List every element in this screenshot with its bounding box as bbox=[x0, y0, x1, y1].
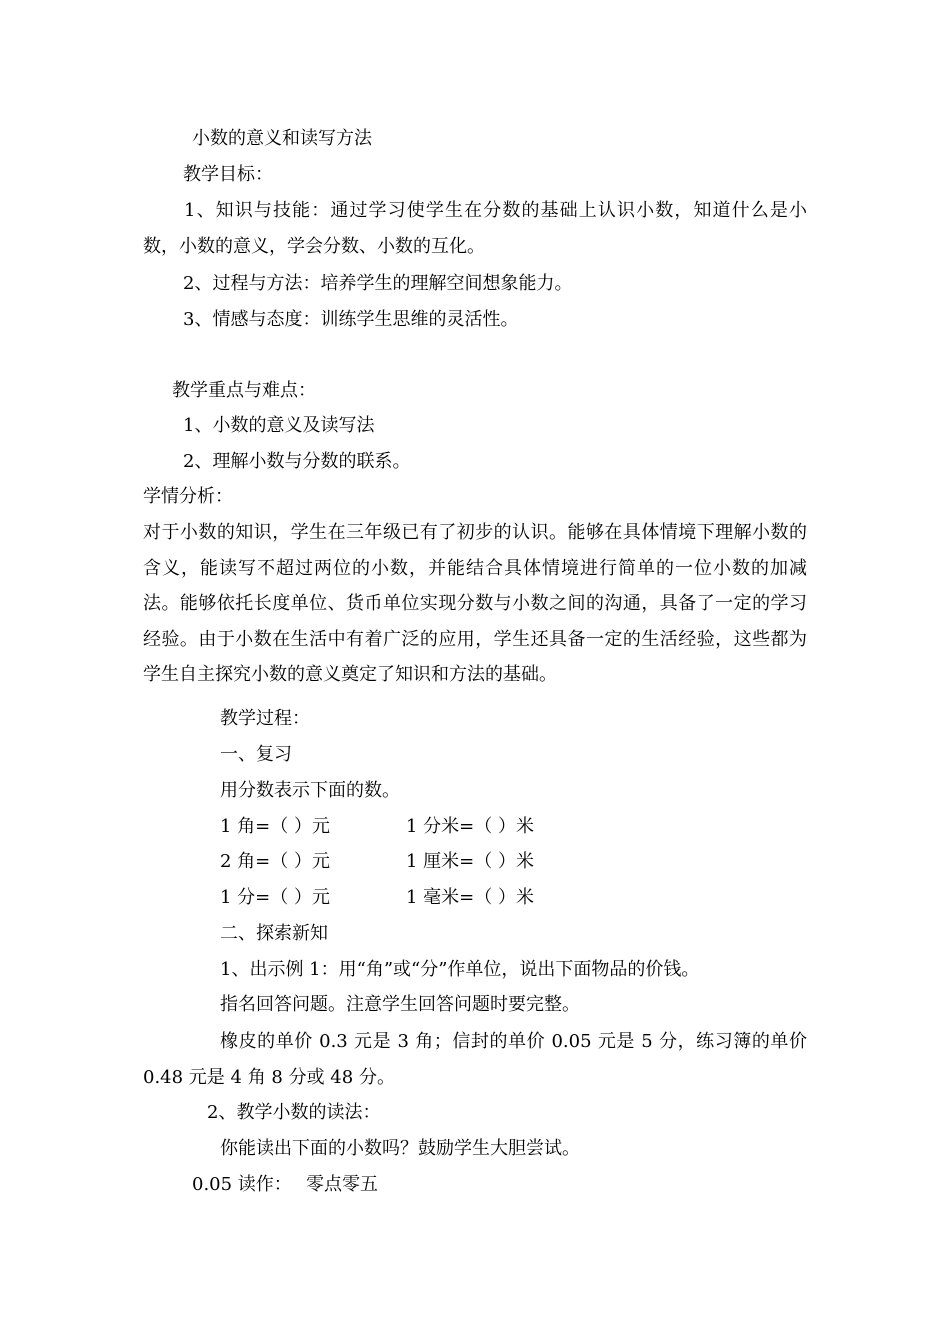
objective-item-3: 3、情感与态度：训练学生思维的灵活性。 bbox=[183, 309, 519, 330]
reading-prompt: 你能读出下面的小数吗？鼓励学生大胆尝试。 bbox=[220, 1138, 580, 1159]
reading-example-answer: 零点零五 bbox=[306, 1174, 378, 1195]
key-point-item-2: 2、理解小数与分数的联系。 bbox=[183, 451, 411, 472]
objective-item-2: 2、过程与方法：培养学生的理解空间想象能力。 bbox=[183, 273, 573, 294]
review-row-2-left: 2 角=（ ）元 bbox=[220, 851, 330, 872]
reading-heading: 2、教学小数的读法： bbox=[207, 1102, 381, 1123]
explore-heading: 二、探索新知 bbox=[220, 923, 328, 944]
document-title: 小数的意义和读写方法 bbox=[192, 128, 372, 149]
review-row-3-left: 1 分=（ ）元 bbox=[220, 887, 330, 908]
analysis-body: 对于小数的知识，学生在三年级已有了初步的认识。能够在具体情境下理解小数的含义，能读写不超过两位的小数，并能结合具体情境进行简单的一位小数的加减法。能够依托长度单位、货币单位实现分数与小数之间的沟通，具备了一定的学习经验。由于小数在生活中有着广泛的应用，学生还具备一定的生活经验，这些都为学生自主探究小数的意义奠定了知识和方法的基础。 bbox=[143, 522, 807, 685]
price-answer: 橡皮的单价 0.3 元是 3 角；信封的单价 0.05 元是 5 分，练习簿的单价 0.48 元是 4 角 8 分或 48 分。 bbox=[143, 1031, 807, 1088]
objectives-heading: 教学目标： bbox=[183, 164, 273, 185]
analysis-heading: 学情分析： bbox=[143, 486, 233, 507]
example-1: 1、出示例 1：用“角”或“分”作单位，说出下面物品的价钱。 bbox=[220, 959, 700, 980]
reading-example-number: 0.05 读作： bbox=[192, 1174, 292, 1195]
review-row-1-right: 1 分米=（ ）米 bbox=[406, 816, 534, 837]
review-row-1-left: 1 角=（ ）元 bbox=[220, 816, 330, 837]
key-point-item-1: 1、小数的意义及读写法 bbox=[183, 415, 375, 436]
review-row-3-right: 1 毫米=（ ）米 bbox=[406, 887, 534, 908]
key-points-heading: 教学重点与难点： bbox=[172, 380, 316, 401]
review-instruction: 用分数表示下面的数。 bbox=[220, 780, 400, 801]
objective-item-1: 1、知识与技能：通过学习使学生在分数的基础上认识小数，知道什么是小数，小数的意义，学会分数、小数的互化。 bbox=[143, 200, 807, 257]
review-row-2-right: 1 厘米=（ ）米 bbox=[406, 851, 534, 872]
example-note: 指名回答问题。注意学生回答问题时要完整。 bbox=[220, 994, 580, 1015]
review-heading: 一、复习 bbox=[220, 744, 292, 765]
process-heading: 教学过程： bbox=[220, 708, 310, 729]
